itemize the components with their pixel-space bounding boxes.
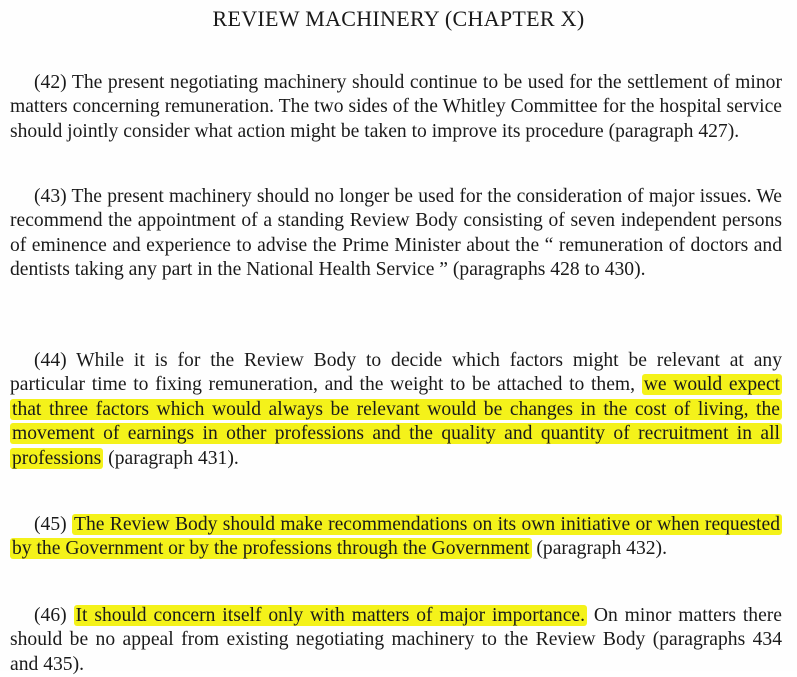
paragraph-42 xyxy=(10,71,782,145)
paragraph-46 xyxy=(10,604,782,677)
paragraph-43 xyxy=(10,185,782,283)
paragraph-text: While it is for the Review Body to decide which factors might be relevant at any particular time to fixing remuneration, and the weight to be attached to them, xyxy=(10,349,782,396)
chapter-heading: REVIEW MACHINERY (CHAPTER X) xyxy=(212,6,585,31)
paragraph-text: The present machinery should no longer be used for the consideration of major issues. We recommend the appointment of a standing Review Body consisting of seven independent persons of eminence and experience to advise the Prime Minister about the “ remuneration of doctors and dentists taking any part in the National Health Service ” (paragraphs 428 to 430). xyxy=(10,185,783,281)
paragraph-number: (44) xyxy=(34,349,67,371)
paragraph-text-after: (paragraph 431). xyxy=(108,447,239,469)
paragraph-45 xyxy=(10,513,782,562)
paragraph-number: (42) xyxy=(34,71,67,93)
paragraph-number: (43) xyxy=(34,185,67,207)
paragraph-44 xyxy=(10,349,782,472)
highlighted-text: we would expect that three factors which would always be relevant would be changes in the cost of living, the movement of earnings in other professions and the quality and quantity of recruitment in all professions xyxy=(12,374,780,469)
paragraph-number: (45) xyxy=(34,513,67,535)
paragraph-text: The present negotiating machinery should continue to be used for the settlement of minor matters concerning remuneration. The two sides of the Whitley Committee for the hospital service should jointly consider what action might be taken to improve its procedure (paragraph 427). xyxy=(10,71,782,142)
paragraph-text-after: (paragraph 432). xyxy=(536,538,667,560)
paragraph-number: (46) xyxy=(34,604,67,626)
highlighted-text: It should concern itself only with matters of major importance. xyxy=(75,604,585,626)
highlighted-text: The Review Body should make recommendations on its own initiative or when requested by the Government or by the professions through the Government xyxy=(12,513,780,560)
paragraph-text-after: On minor matters there should be no appeal from existing negotiating machinery to the Review Body (paragraphs 434 and 435). xyxy=(10,604,782,675)
